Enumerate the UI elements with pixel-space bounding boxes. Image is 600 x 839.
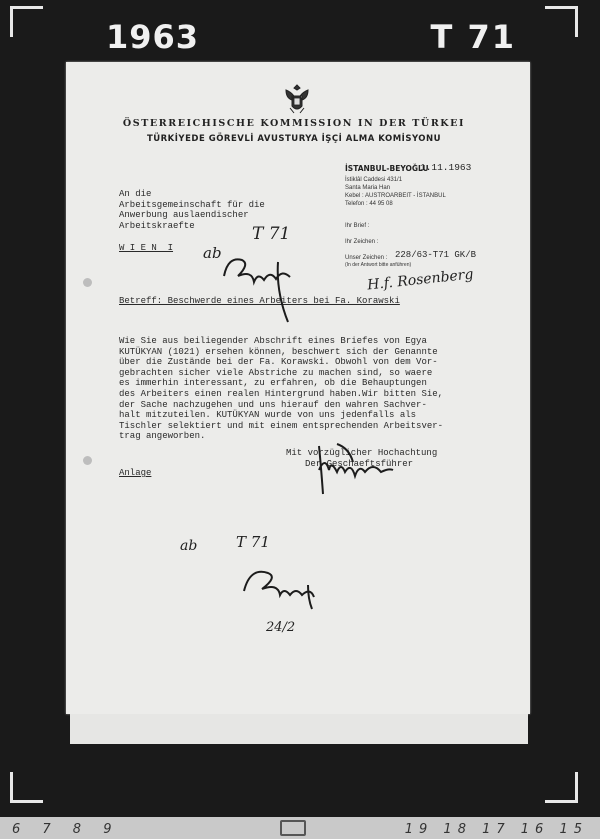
eagle-crest-icon xyxy=(282,82,312,116)
film-code-label: T 71 xyxy=(430,18,516,56)
letterhead-city: İSTANBUL-BEYOĞLU xyxy=(345,164,429,173)
punch-hole xyxy=(83,456,92,465)
body-line: der Sache nachzugehen und uns hierauf den wahren Sachver- xyxy=(119,399,427,410)
letterhead-title: ÖSTERREICHISCHE KOMMISSION IN DER TÜRKEI xyxy=(122,118,466,129)
handwritten-date: 24/2 xyxy=(266,620,296,635)
body-line: trag angeworben. xyxy=(119,431,206,442)
film-corner-mark xyxy=(10,6,43,37)
body-line: Wie Sie aus beiliegender Abschrift eines Briefes von Egya xyxy=(119,336,427,346)
address-line: Telefon : 44 95 08 xyxy=(345,201,393,207)
film-corner-mark xyxy=(545,772,578,803)
letterhead-subtitle: TÜRKİYEDE GÖREVLİ AVUSTURYA İŞÇİ ALMA KOMİSYONU xyxy=(146,134,442,144)
body-line: es immerhin interessant, zu erfahren, ob die Behauptungen xyxy=(119,378,427,389)
letter-page-under-sheet xyxy=(70,714,528,744)
address-line: Santa Maria Han xyxy=(345,185,391,191)
film-frame-numbers-right: 19 18 17 16 15 xyxy=(404,822,588,837)
handwritten-signature xyxy=(238,565,328,615)
recipient-line: Anwerbung auslaendischer xyxy=(119,210,249,221)
film-corner-mark xyxy=(10,772,43,803)
address-line: İstiklâl Caddesi 431/1 xyxy=(345,177,403,183)
body-line: gebrachten sicher viele Abstriche zu machen sind, so waere xyxy=(119,367,433,378)
recipient-line: Arbeitsgemeinschaft für die xyxy=(119,199,265,210)
film-year-label: 1963 xyxy=(106,18,200,56)
recipient-city: W I E N I xyxy=(119,243,174,253)
body-line: halt mitzuteilen. KUTÜKYAN wurde von uns jedenfalls als xyxy=(119,410,417,421)
handwritten-note-right: H.f. Rosenberg xyxy=(366,266,475,294)
enclosure-label: Anlage xyxy=(119,468,152,478)
body-line: über die Zustände bei der Fa. Korawski. Obwohl von dem Vor- xyxy=(119,357,438,368)
film-sprocket-icon xyxy=(280,820,306,836)
handwritten-initials-bottom: ab xyxy=(180,538,198,554)
punch-hole xyxy=(83,278,92,287)
body-line: des Arbeiters einen realen Hintergrund haben.Wir bitten Sie, xyxy=(119,389,444,399)
reference-number: 228/63-T71 GK/B xyxy=(395,250,477,260)
film-corner-mark xyxy=(545,6,578,37)
handwritten-initials-top: ab xyxy=(203,244,222,262)
ihr-zeichen-label: Ihr Zeichen : xyxy=(345,239,379,245)
unser-zeichen-note: (In der Antwort bitte anführen) xyxy=(345,262,412,268)
handwritten-note-bottom: T 71 xyxy=(236,533,270,551)
body-line: Tischler selektiert und mit einem entsprechenden Arbeitsver- xyxy=(119,420,444,431)
ihr-brief-label: Ihr Brief : xyxy=(345,223,370,229)
closing-line: Der Geschaeftsführer xyxy=(305,459,414,469)
body-line: KUTÜKYAN (1021) ersehen können, beschwert sich der Genannte xyxy=(119,346,438,357)
letter-date: 1.11.1963 xyxy=(420,162,472,173)
handwritten-signature xyxy=(218,248,308,328)
film-frame-numbers-left: 6 7 8 9 xyxy=(12,822,121,837)
handwritten-note-top: T 71 xyxy=(252,224,291,244)
recipient-line: Arbeitskraefte xyxy=(119,220,195,231)
subject-line: Betreff: Beschwerde eines Arbeiters bei Fa. Korawski xyxy=(119,296,400,306)
unser-zeichen-label: Unser Zeichen : xyxy=(345,255,388,261)
address-line: Kebel : AUSTROARBEIT - İSTANBUL xyxy=(345,193,446,199)
closing-line: Mit vorzüglicher Hochachtung xyxy=(286,448,438,458)
recipient-line: An die xyxy=(119,189,152,199)
handwritten-signature xyxy=(315,440,405,500)
